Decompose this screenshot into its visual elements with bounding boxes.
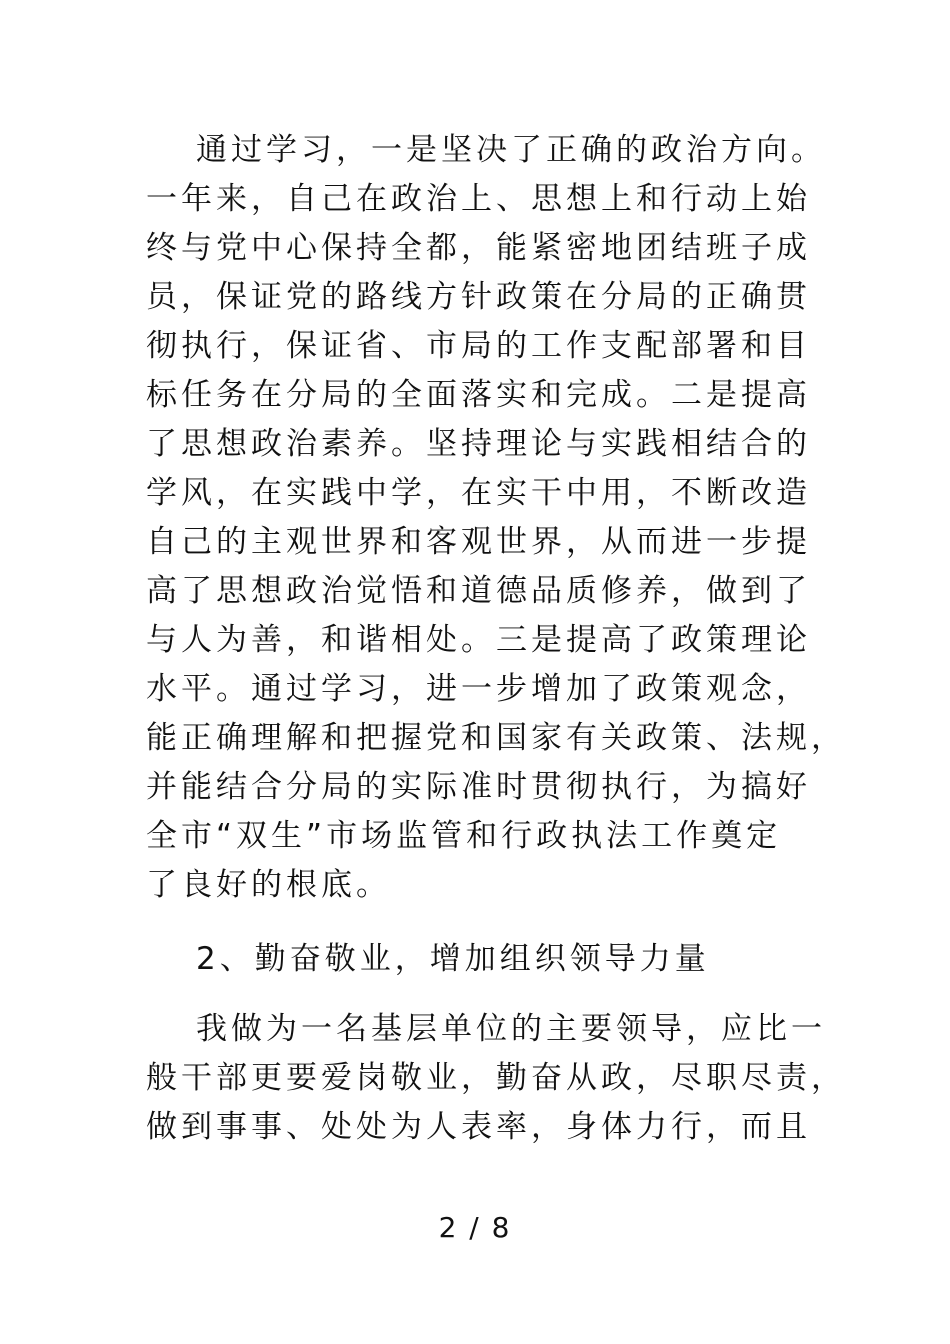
paragraph-line: 通过学习，一是坚决了正确的政治方向。	[196, 132, 826, 168]
paragraph-line: 水平。通过学习，进一步增加了政策观念，	[146, 671, 811, 707]
paragraph-line: 并能结合分局的实际准时贯彻执行，为搞好	[146, 769, 811, 805]
paragraph-line: 般干部更要爱岗敬业，勤奋从政，尽职尽责，	[146, 1060, 846, 1096]
paragraph-line: 与人为善，和谐相处。三是提高了政策理论	[146, 622, 811, 658]
paragraph-line: 员，保证党的路线方针政策在分局的正确贯	[146, 279, 811, 315]
paragraph-line: 标任务在分局的全面落实和完成。二是提高	[146, 377, 811, 413]
paragraph-line: 终与党中心保持全都，能紧密地团结班子成	[146, 230, 811, 266]
paragraph-line: 彻执行，保证省、市局的工作支配部署和目	[146, 328, 811, 364]
section-heading: 2、勤奋敬业，增加组织领导力量	[196, 941, 710, 977]
paragraph-line: 做到事事、处处为人表率，身体力行，而且	[146, 1109, 811, 1145]
paragraph-line: 高了思想政治觉悟和道德品质修养，做到了	[146, 573, 811, 609]
paragraph-line: 学风，在实践中学，在实干中用，不断改造	[146, 475, 811, 511]
paragraph-line: 我做为一名基层单位的主要领导，应比一	[196, 1011, 826, 1047]
paragraph-line: 自己的主观世界和客观世界，从而进一步提	[146, 524, 811, 560]
paragraph-line: 了思想政治素养。坚持理论与实践相结合的	[146, 426, 811, 462]
page-number: 2 / 8	[438, 1211, 512, 1244]
paragraph-line: 能正确理解和把握党和国家有关政策、法规，	[146, 720, 846, 756]
paragraph-line: 全市“双生”市场监管和行政执法工作奠定	[146, 818, 782, 854]
paragraph-line: 了良好的根底。	[146, 867, 391, 903]
paragraph-line: 一年来，自己在政治上、思想上和行动上始	[146, 181, 811, 217]
